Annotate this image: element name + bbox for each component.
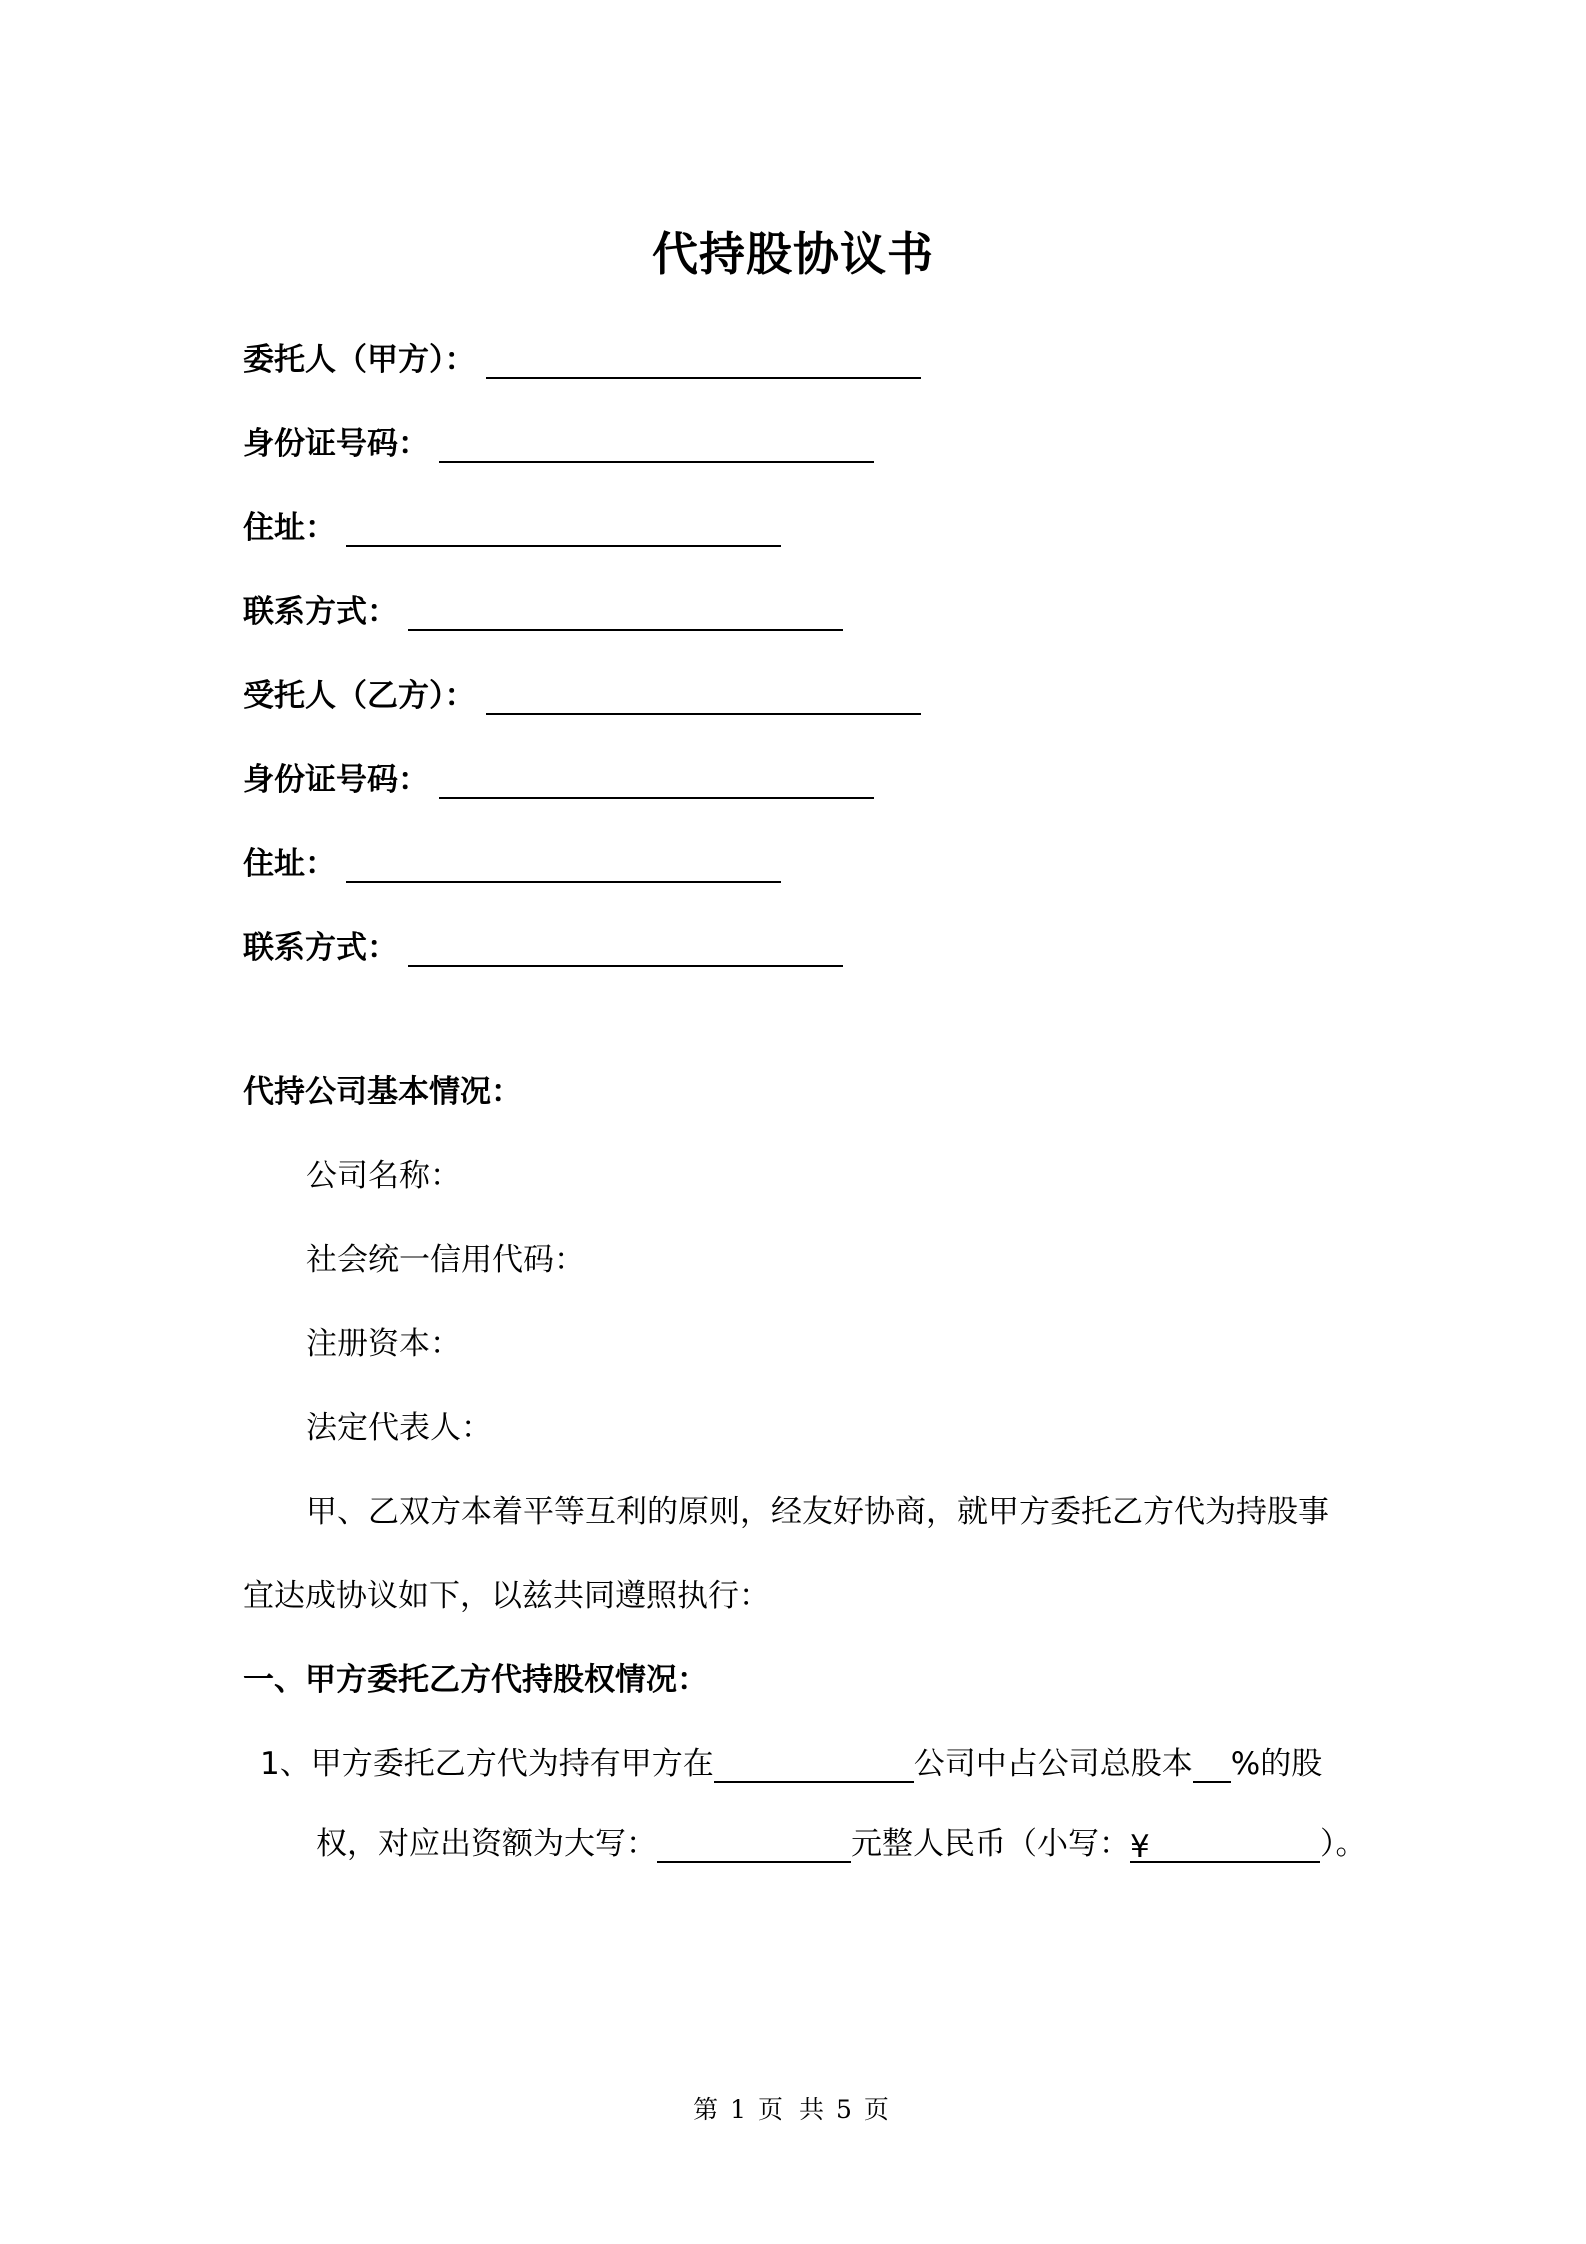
clause1-line-2 [316,1818,1367,1863]
footer-middle: 页 共 [758,2095,828,2124]
party-b-contact-blank[interactable] [408,935,843,967]
footer-page-number: 1 [730,2095,751,2124]
party-b-field [243,670,921,715]
percent-blank[interactable] [1193,1749,1231,1783]
party-a-blank[interactable] [486,347,921,379]
party-b-contact-field [243,922,843,967]
party-b-id-blank[interactable] [439,767,874,799]
clause1-number: 1、 [260,1746,311,1782]
clause1-text-4: 权，对应出资额为大写： [316,1826,657,1862]
company-heading: 代持公司基本情况： [243,1074,522,1110]
company-capital-label: 注册资本： [306,1326,461,1362]
party-a-address-blank[interactable] [346,515,781,547]
party-a-id-blank[interactable] [439,431,874,463]
footer-suffix: 页 [863,2095,893,2124]
amount-words-blank[interactable] [657,1829,851,1863]
intro-line-2: 宜达成协议如下，以兹共同遵照执行： [243,1578,770,1614]
party-a-contact-blank[interactable] [408,599,843,631]
party-b-blank[interactable] [486,683,921,715]
party-b-id-label: 身份证号码： [243,762,429,798]
party-a-id-field [243,418,874,463]
party-b-label: 受托人（乙方）： [243,678,476,714]
amount-figures-blank[interactable] [1130,1829,1320,1863]
clause1-text-2: 公司中占公司总股本 [913,1746,1193,1782]
company-credit-code-label: 社会统一信用代码： [306,1242,585,1278]
page-footer [0,2090,1586,2126]
party-b-address-field [243,838,781,883]
party-b-address-label: 住址： [243,846,336,882]
party-b-address-blank[interactable] [346,851,781,883]
party-a-contact-label: 联系方式： [243,594,398,630]
section1-heading: 一、甲方委托乙方代持股权情况： [243,1662,708,1698]
company-legal-rep-label: 法定代表人： [306,1410,492,1446]
intro-line-1: 甲、乙双方本着平等互利的原则，经友好协商，就甲方委托乙方代为持股事 [306,1494,1329,1530]
party-a-address-label: 住址： [243,510,336,546]
document-title: 代持股协议书 [652,227,934,281]
company-name-label: 公司名称： [306,1158,461,1194]
clause1-text-1: 甲方委托乙方代为持有甲方在 [310,1746,714,1782]
clause1-text-3: %的股 [1230,1746,1323,1782]
party-a-address-field [243,502,781,547]
clause1-text-5: 元整人民币（小写： [851,1826,1130,1862]
party-a-id-label: 身份证号码： [243,426,429,462]
party-a-contact-field [243,586,843,631]
company-name-blank[interactable] [714,1749,914,1783]
clause1-line-1 [260,1738,1322,1783]
party-a-label: 委托人（甲方）： [243,342,476,378]
footer-prefix: 第 [693,2095,723,2124]
party-b-contact-label: 联系方式： [243,930,398,966]
clause1-text-6: ）。 [1320,1826,1367,1862]
footer-total-pages: 5 [835,2095,856,2124]
party-a-field [243,334,921,379]
currency-symbol: ¥ [1130,1829,1150,1865]
party-b-id-field [243,754,874,799]
